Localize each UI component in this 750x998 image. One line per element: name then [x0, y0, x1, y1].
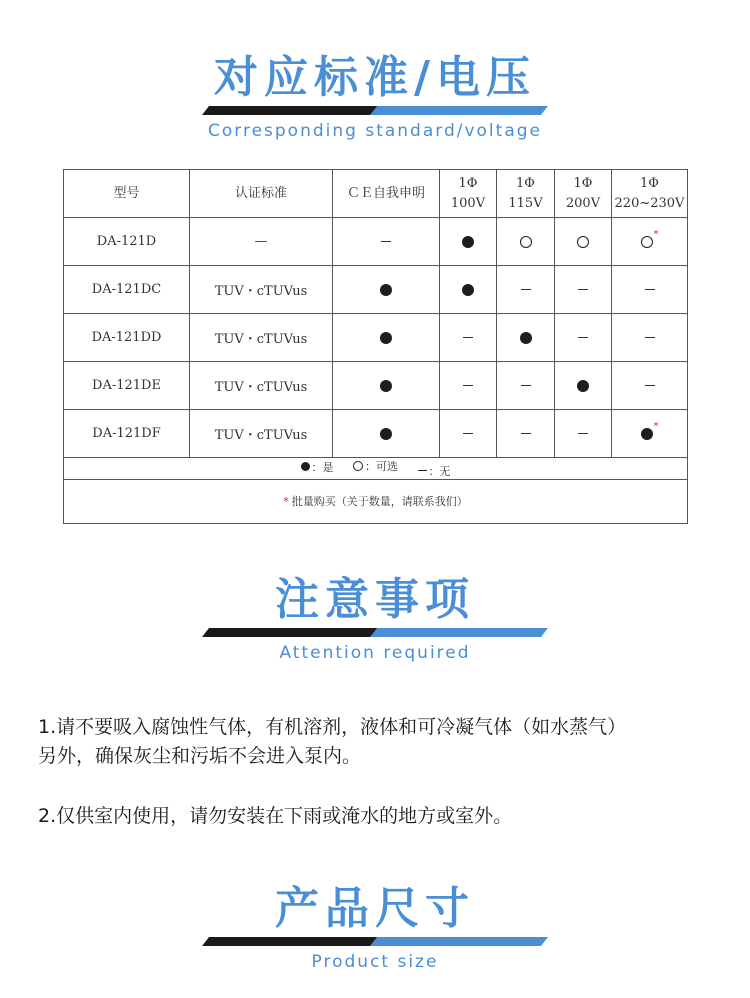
model-cell: DA-121DC [64, 266, 190, 314]
v220-cell [612, 218, 688, 266]
v200-cell [555, 266, 612, 314]
star-mark: * [653, 422, 659, 432]
dash-icon [521, 433, 531, 434]
dash-icon [463, 337, 473, 338]
v115-cell [497, 218, 555, 266]
v115-cell [497, 362, 555, 410]
hollow-circle-icon [353, 461, 363, 471]
model-cell: DA-121D [64, 218, 190, 266]
dash-icon [381, 241, 391, 242]
model-cell: DA-121DD [64, 314, 190, 362]
v100-cell [440, 266, 497, 314]
notice-2: 2.仅供室内使用，请勿安装在下雨或淹水的地方或室外。 [38, 805, 513, 827]
dash-icon [578, 337, 588, 338]
header-115v: 1Φ 115V [497, 170, 555, 218]
model-cell: DA-121DF [64, 410, 190, 458]
table-row [64, 410, 688, 458]
filled-dot-icon [301, 462, 310, 471]
header-200v: 1Φ 200V [555, 170, 612, 218]
dash-icon [463, 433, 473, 434]
table-row [64, 314, 688, 362]
cert-cell: TUV・cTUVus [190, 314, 333, 362]
cert-cell: TUV・cTUVus [190, 410, 333, 458]
dash-icon [463, 385, 473, 386]
v200-cell [555, 362, 612, 410]
notice-1: 1.请不要吸入腐蚀性气体，有机溶剂，液体和可冷凝气体（如水蒸气） [38, 716, 627, 738]
v115-cell [497, 314, 555, 362]
spec-table [63, 169, 688, 524]
title-underline [202, 937, 548, 946]
v220-cell [612, 362, 688, 410]
cert-cell: — [190, 218, 333, 266]
section-title: 产品尺寸 [275, 883, 475, 934]
section-subtitle: Corresponding standard/voltage [208, 121, 542, 141]
section-subtitle: Attention required [279, 643, 471, 663]
note-row [64, 479, 688, 523]
v200-cell [555, 218, 612, 266]
filled-dot-icon [577, 380, 589, 392]
table-row [64, 266, 688, 314]
filled-dot-icon [462, 236, 474, 248]
cert-cell: TUV・cTUVus [190, 362, 333, 410]
v220-cell [612, 266, 688, 314]
dash-icon [418, 470, 427, 471]
v200-cell [555, 410, 612, 458]
v115-cell [497, 410, 555, 458]
v115-cell [497, 266, 555, 314]
dash-icon [578, 433, 588, 434]
section-title: 对应标准/电压 [213, 52, 537, 103]
v200-cell [555, 314, 612, 362]
section-header-size [0, 883, 750, 972]
legend: ：是 ：可选 ：无 [64, 458, 688, 480]
v100-cell [440, 314, 497, 362]
notice-1-cont: 另外，确保灰尘和污垢不会进入泵内。 [38, 745, 362, 767]
filled-dot-icon [462, 284, 474, 296]
v220-cell [612, 410, 688, 458]
filled-dot-icon [380, 380, 392, 392]
table-row [64, 218, 688, 266]
hollow-circle-icon [520, 236, 532, 248]
v100-cell [440, 410, 497, 458]
filled-dot-icon [380, 284, 392, 296]
ce-cell [333, 314, 440, 362]
star-mark: * [653, 230, 659, 240]
filled-dot-icon [641, 428, 653, 440]
dash-icon [521, 385, 531, 386]
hollow-circle-icon [641, 236, 653, 248]
table-header-row [64, 170, 688, 218]
legend-row [64, 458, 688, 480]
title-underline [202, 106, 548, 115]
section-subtitle: Product size [311, 952, 439, 972]
header-ce: ＣＥ自我申明 [333, 170, 440, 218]
hollow-circle-icon [577, 236, 589, 248]
v100-cell [440, 218, 497, 266]
bulk-note: * 批量购买（关于数量，请联系我们） [64, 479, 688, 523]
header-cert: 认证标准 [190, 170, 333, 218]
model-cell: DA-121DE [64, 362, 190, 410]
header-model: 型号 [64, 170, 190, 218]
dash-icon [521, 289, 531, 290]
v220-cell [612, 314, 688, 362]
section-header-standard [0, 52, 750, 141]
ce-cell [333, 218, 440, 266]
cert-cell: TUV・cTUVus [190, 266, 333, 314]
header-100v: 1Φ 100V [440, 170, 497, 218]
filled-dot-icon [380, 428, 392, 440]
v100-cell [440, 362, 497, 410]
section-title: 注意事项 [275, 574, 475, 625]
dash-icon [578, 289, 588, 290]
ce-cell [333, 362, 440, 410]
section-header-attention [0, 574, 750, 663]
dash-icon [645, 337, 655, 338]
ce-cell [333, 410, 440, 458]
filled-dot-icon [520, 332, 532, 344]
table-row [64, 362, 688, 410]
dash-icon [645, 385, 655, 386]
filled-dot-icon [380, 332, 392, 344]
title-underline [202, 628, 548, 637]
ce-cell [333, 266, 440, 314]
dash-icon [645, 289, 655, 290]
header-220v: 1Φ 220~230V [612, 170, 688, 218]
